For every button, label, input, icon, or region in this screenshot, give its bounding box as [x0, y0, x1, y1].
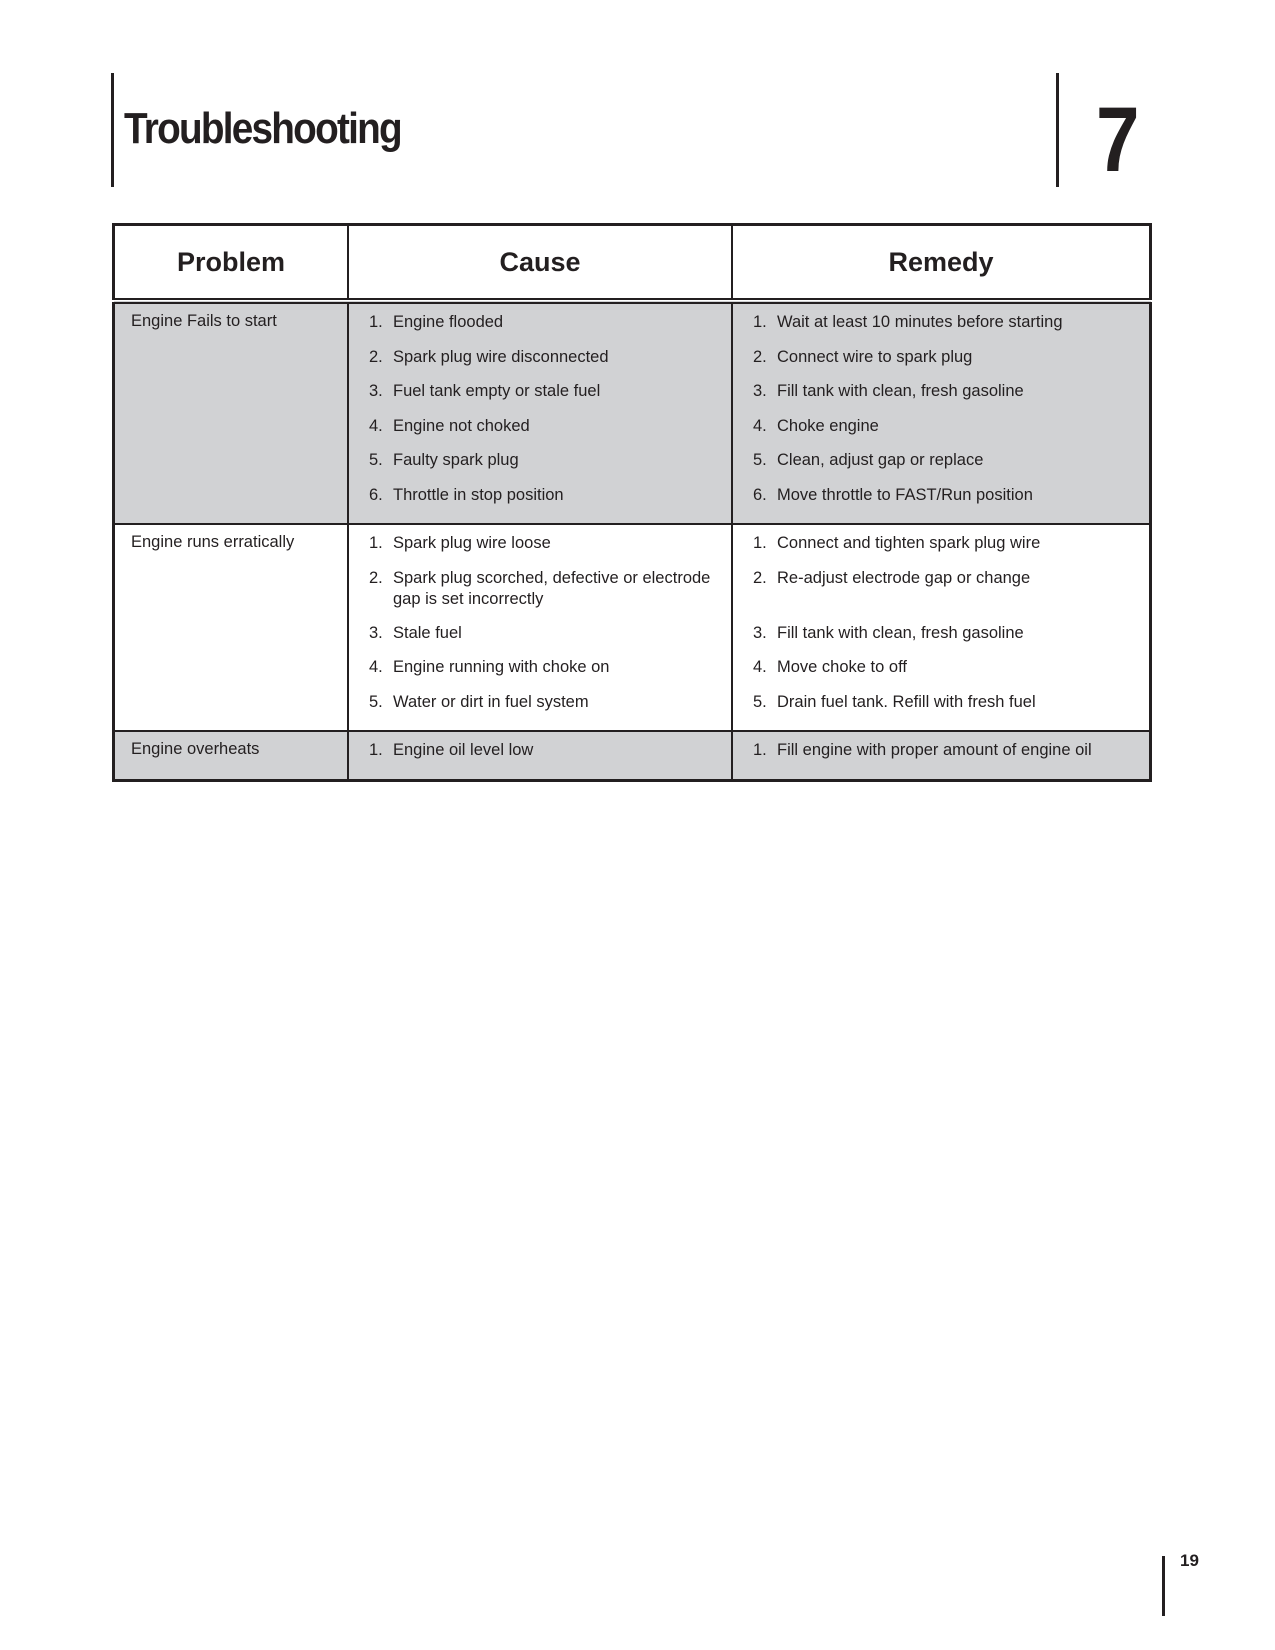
item-number: 2.: [369, 347, 383, 366]
list-item: [349, 347, 731, 382]
item-text: Spark plug wire disconnected: [393, 347, 609, 366]
item-text: Drain fuel tank. Refill with fresh fuel: [777, 692, 1036, 711]
list-item: [349, 450, 731, 485]
column-header-cause: Cause: [348, 225, 732, 302]
list-item: [733, 657, 1149, 692]
item-text: Faulty spark plug: [393, 451, 519, 469]
footer-rule: [1162, 1556, 1165, 1616]
item-text: Fill engine with proper amount of engine oil: [777, 741, 1092, 759]
item-text: Move choke to off: [777, 658, 907, 676]
list-item: [349, 740, 731, 775]
table-row: [114, 524, 1151, 731]
chapter-number: 7: [1096, 89, 1140, 191]
item-text: Move throttle to FAST/Run position: [777, 485, 1033, 504]
problem-cell: Engine overheats: [114, 731, 349, 780]
item-number: 1.: [753, 741, 767, 759]
list-item: [733, 416, 1149, 451]
list-item: [733, 533, 1149, 568]
item-text: Wait at least 10 minutes before starting: [777, 313, 1063, 331]
list-item: [349, 485, 731, 520]
item-number: 1.: [753, 313, 767, 331]
item-number: 4.: [369, 416, 383, 435]
list-item: [733, 347, 1149, 382]
table-row: [114, 731, 1151, 780]
item-text: Engine flooded: [393, 313, 504, 331]
troubleshooting-table: [112, 223, 1152, 782]
item-text: Fill tank with clean, fresh gasoline: [777, 623, 1024, 642]
table-row: [114, 301, 1151, 524]
item-text: Engine running with choke on: [393, 658, 610, 676]
item-number: 4.: [753, 658, 767, 676]
list-item: [733, 740, 1149, 775]
header-rule-left: [111, 73, 114, 187]
item-number: 5.: [369, 451, 383, 469]
item-number: 1.: [753, 534, 767, 552]
table-header-row: [114, 225, 1151, 302]
list-item: [733, 485, 1149, 520]
item-text: Clean, adjust gap or replace: [777, 451, 984, 469]
item-text: Fill tank with clean, fresh gasoline: [777, 382, 1024, 400]
item-number: 3.: [369, 623, 383, 642]
item-text: Throttle in stop position: [393, 485, 564, 504]
remedy-cell: [732, 731, 1151, 780]
list-item: [349, 568, 731, 623]
list-item: [349, 657, 731, 692]
list-item: [349, 533, 731, 568]
item-number: 1.: [369, 534, 383, 552]
list-item: [349, 381, 731, 416]
page-title: Troubleshooting: [124, 104, 401, 153]
header-rule-right: [1056, 73, 1059, 187]
item-number: 3.: [369, 382, 383, 400]
problem-cell: Engine Fails to start: [114, 301, 349, 524]
column-header-problem: Problem: [114, 225, 349, 302]
list-item: [349, 416, 731, 451]
item-text: Connect and tighten spark plug wire: [777, 534, 1041, 552]
item-number: 6.: [753, 485, 767, 504]
list-item: [349, 312, 731, 347]
item-text: Connect wire to spark plug: [777, 347, 973, 366]
item-text: Stale fuel: [393, 623, 462, 642]
item-number: 3.: [753, 623, 767, 642]
cause-cell: [348, 301, 732, 524]
item-text: Spark plug wire loose: [393, 534, 551, 552]
item-number: 3.: [753, 382, 767, 400]
item-text: Fuel tank empty or stale fuel: [393, 382, 601, 400]
page-number: 19: [1180, 1551, 1199, 1570]
item-text: Spark plug scorched, defective or electrode gap is set incorrectly: [393, 568, 711, 608]
remedy-cell: [732, 524, 1151, 731]
problem-cell: Engine runs erratically: [114, 524, 349, 731]
item-number: 2.: [753, 347, 767, 366]
remedy-cell: [732, 301, 1151, 524]
cause-cell: [348, 524, 732, 731]
list-item: [733, 312, 1149, 347]
item-number: 6.: [369, 485, 383, 504]
item-number: 1.: [369, 741, 383, 759]
item-number: 5.: [369, 692, 383, 711]
item-text: Re-adjust electrode gap or change: [777, 568, 1031, 587]
cause-cell: [348, 731, 732, 780]
item-number: 5.: [753, 692, 767, 711]
column-header-remedy: Remedy: [732, 225, 1151, 302]
list-item: [349, 692, 731, 727]
item-number: 4.: [753, 416, 767, 435]
item-number: 1.: [369, 313, 383, 331]
item-number: 5.: [753, 451, 767, 469]
item-text: Engine oil level low: [393, 741, 534, 759]
item-text: Water or dirt in fuel system: [393, 692, 589, 711]
list-item: [733, 381, 1149, 416]
item-number: 2.: [753, 568, 767, 587]
list-item: [733, 623, 1149, 658]
item-text: Engine not choked: [393, 416, 530, 435]
list-item: [733, 568, 1149, 623]
list-item: [733, 450, 1149, 485]
list-item: [733, 692, 1149, 727]
item-number: 2.: [369, 568, 383, 587]
list-item: [349, 623, 731, 658]
item-number: 4.: [369, 658, 383, 676]
item-text: Choke engine: [777, 416, 879, 435]
